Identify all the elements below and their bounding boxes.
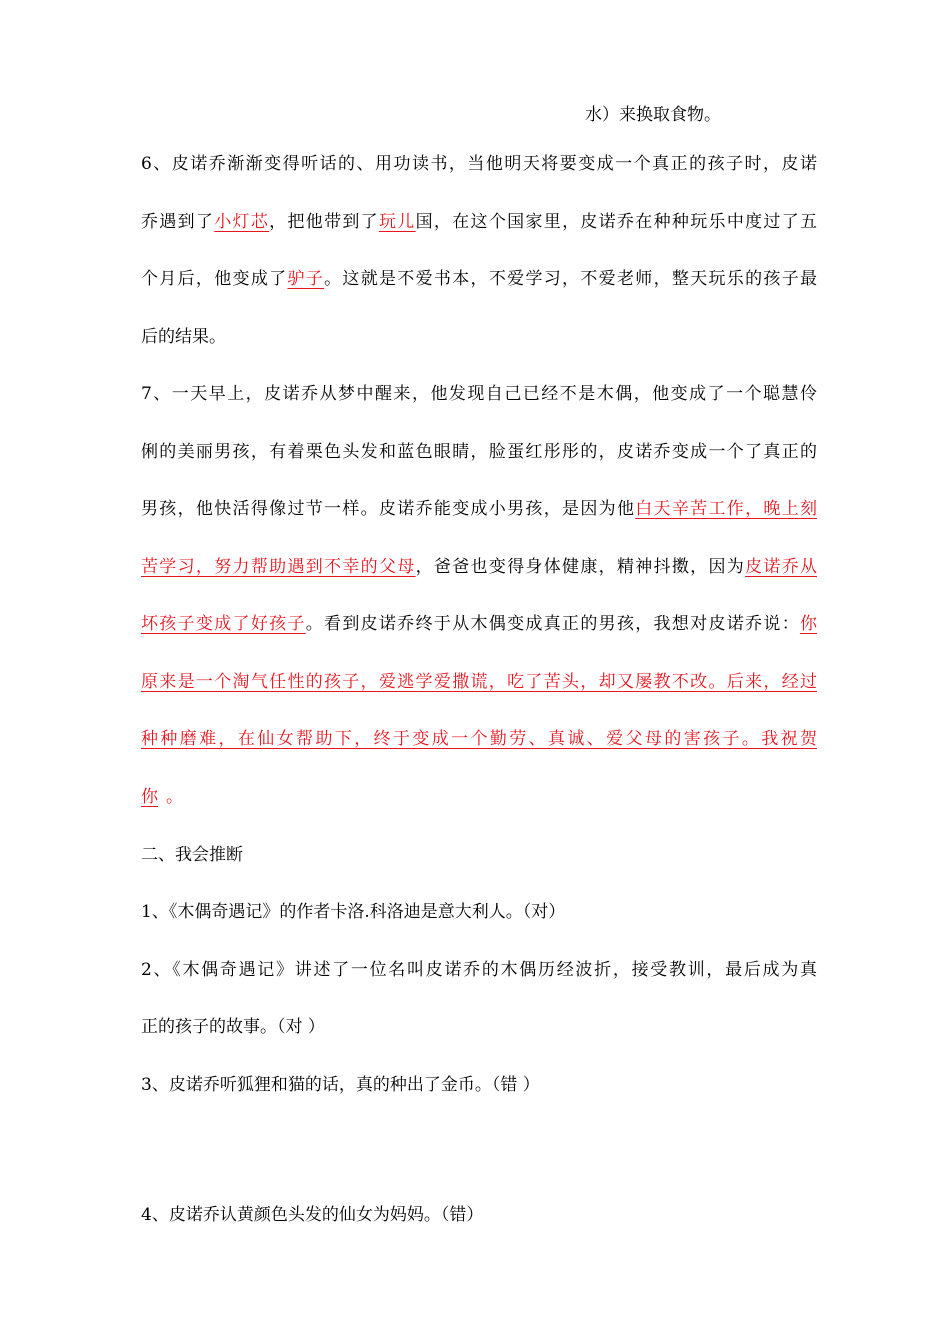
text-span: 个月后，他变成了 xyxy=(141,269,288,289)
text-line: 水）来换取食物。 xyxy=(585,105,721,125)
item-6-line-2 xyxy=(141,210,817,234)
item-7-line-6: 原来是一个淘气任性的孩子，爱逃学爱撒谎，吃了苦头，却又屡教不改。后来，经过 xyxy=(141,672,817,692)
text-span: 。这就是不爱书本，不爱学习，不爱老师，整天玩乐的孩子最 xyxy=(324,269,818,289)
judgment-1: 1、《木偶奇遇记》的作者卡洛.科洛迪是意大利人。（对） xyxy=(141,902,566,922)
item-6-line-1: 6、皮诺乔渐渐变得听话的、用功读书，当他明天将要变成一个真正的孩子时，皮诺 xyxy=(141,154,817,174)
answer-blank: 小灯芯 xyxy=(214,212,270,232)
text-span: 国，在这个国家里，皮诺乔在种种玩乐中度过了五 xyxy=(415,212,818,232)
answer-blank: 坏孩子变成了好孩子 xyxy=(141,614,306,634)
item-6-line-4: 后的结果。 xyxy=(141,327,226,347)
answer-blank: 玩儿 xyxy=(379,212,416,232)
answer-blank: 驴子 xyxy=(287,269,325,289)
answer-blank: 白天辛苦工作，晚上刻 xyxy=(635,499,817,519)
answer-blank: 你 xyxy=(800,614,817,634)
text-span: ，爸爸也变得身体健康，精神抖擞，因为 xyxy=(415,557,746,577)
answer-blank: 皮诺乔从 xyxy=(745,557,818,577)
answer-blank: 苦学习，努力帮助遇到不幸的父母 xyxy=(141,557,416,577)
item-7-line-4 xyxy=(141,555,817,579)
judgment-2-line-2: 正的孩子的故事。（对 ） xyxy=(141,1017,325,1037)
judgment-3: 3、皮诺乔听狐狸和猫的话，真的种出了金币。（错 ） xyxy=(141,1075,540,1095)
judgment-4: 4、皮诺乔认黄颜色头发的仙女为妈妈。（错） xyxy=(141,1205,484,1225)
item-7-line-3 xyxy=(141,497,817,521)
judgment-2-line-1: 2、《木偶奇遇记》讲述了一位名叫皮诺乔的木偶历经波折，接受教训，最后成为真 xyxy=(141,960,817,980)
item-7-line-2: 俐的美丽男孩，有着栗色头发和蓝色眼睛，脸蛋红彤彤的，皮诺乔变成一个了真正的 xyxy=(141,442,817,462)
text-span: 男孩，他快活得像过节一样。皮诺乔能变成小男孩，是因为他 xyxy=(141,499,636,519)
text-span: 。 xyxy=(166,787,183,807)
item-7-line-1: 7、一天早上，皮诺乔从梦中醒来，他发现自己已经不是木偶，他变成了一个聪慧伶 xyxy=(141,384,817,404)
answer-blank: 你 xyxy=(141,787,158,807)
item-7-line-7: 种种磨难，在仙女帮助下，终于变成一个勤劳、真诚、爱父母的害孩子。我祝贺 xyxy=(141,729,817,749)
section-heading: 二、我会推断 xyxy=(141,845,243,865)
item-7-line-5 xyxy=(141,612,817,636)
item-7-line-8 xyxy=(141,785,817,809)
item-6-line-3 xyxy=(141,267,817,291)
text-span: ，把他带到了 xyxy=(269,212,379,232)
text-span: 乔遇到了 xyxy=(141,212,215,232)
text-span: 。看到皮诺乔终于从木偶变成真正的男孩，我想对皮诺乔说： xyxy=(305,614,800,634)
